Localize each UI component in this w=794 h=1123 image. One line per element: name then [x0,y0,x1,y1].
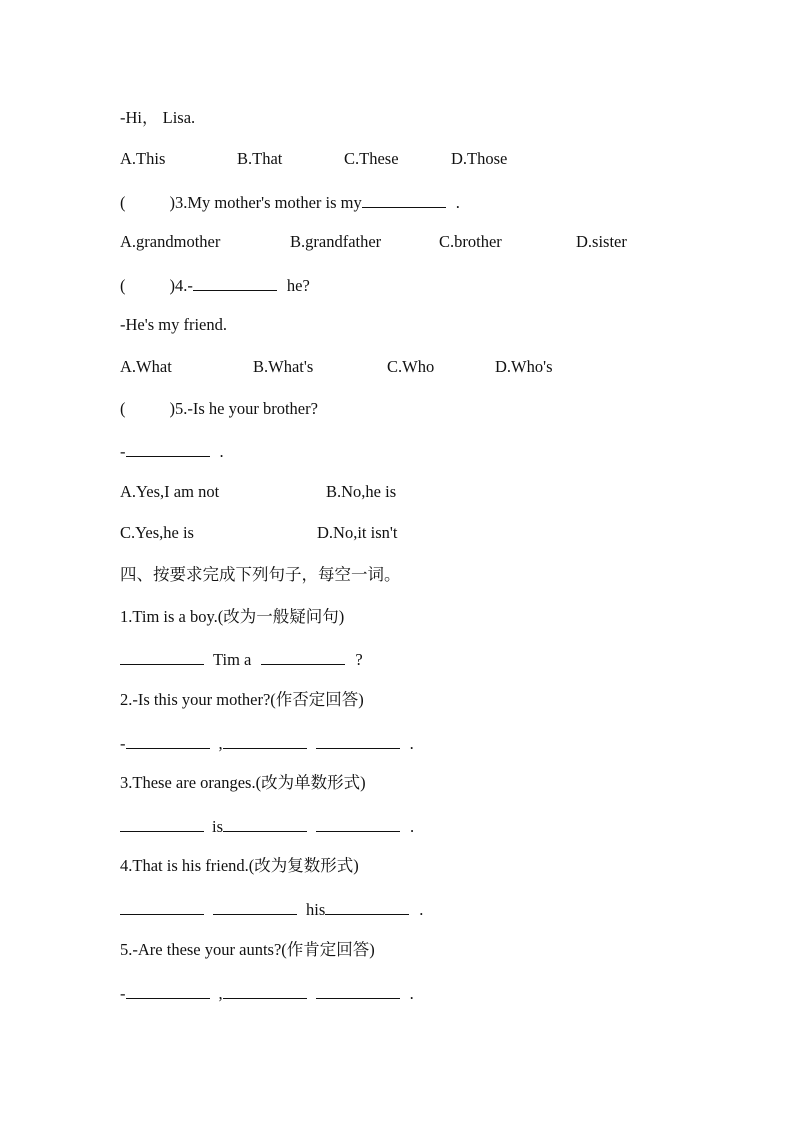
q5-options-row2 [120,521,680,545]
section-4-heading: 四、按要求完成下列句子，每空一词。 [120,565,401,584]
option-c: C.Yes,he is [120,523,194,542]
q5-answer-blank-line [120,438,224,462]
q3-options [120,230,680,254]
s3-blank-1[interactable] [120,813,204,832]
option-a: A.grandmother [120,232,221,251]
s2-dash: - [120,734,126,753]
q3-paren: ( [120,193,126,212]
s4-item-1-answer [120,646,363,670]
q5-text: )5.-Is he your brother? [169,399,318,418]
s5-comma: , [218,984,223,1003]
q4-text: )4.- [169,276,193,295]
q2-answer-line: -Hi， Lisa. [120,108,196,127]
s5-dash: - [120,984,126,1003]
option-b: B.No,he is [326,482,397,501]
s4-item-3-prompt: 3.These are oranges.(改为单数形式) [120,773,366,792]
q4-blank[interactable] [193,272,277,291]
s4-item-4-prompt: 4.That is his friend.(改为复数形式) [120,856,359,875]
option-b: B.grandfather [290,232,382,251]
s1-blank-1[interactable] [120,646,204,665]
q3-blank[interactable] [362,189,446,208]
s3-blank-2[interactable] [223,813,307,832]
q3-text: )3.My mother's mother is my [169,193,362,212]
s1-end: ? [355,650,363,669]
q5-paren: ( [120,399,126,418]
option-c: C.brother [439,232,502,251]
s4-item-5-prompt: 5.-Are these your aunts?(作肯定回答) [120,940,375,959]
s4-item-1-prompt: 1.Tim is a boy.(改为一般疑问句) [120,607,345,626]
s2-blank-2[interactable] [223,730,307,749]
q2-options [120,147,680,171]
s2-end: . [409,734,414,753]
question-4 [120,272,310,296]
s4-end: . [419,900,424,919]
s4-blank-2[interactable] [213,896,297,915]
option-d: D.Who's [495,357,553,376]
s4-blank-3[interactable] [325,896,409,915]
s4-his: his [306,900,326,919]
option-c: C.Who [387,357,435,376]
option-c: C.These [344,149,399,168]
option-a: A.This [120,149,166,168]
option-d: D.No,it isn't [317,523,398,542]
s4-item-3-answer [120,813,414,837]
s2-blank-1[interactable] [126,730,210,749]
s3-end: . [410,817,415,836]
s5-end: . [409,984,414,1003]
question-5 [120,397,318,421]
s4-item-2-answer [120,730,414,754]
s3-blank-3[interactable] [316,813,400,832]
s2-blank-3[interactable] [316,730,400,749]
s1-mid: Tim a [213,650,252,669]
s4-item-2-prompt: 2.-Is this your mother?(作否定回答) [120,690,364,709]
s5-blank-2[interactable] [223,980,307,999]
option-a: A.What [120,357,172,376]
s3-is: is [212,817,224,836]
q4-answer-line: -He's my friend. [120,315,227,334]
s4-item-5-answer [120,980,414,1004]
option-d: D.sister [576,232,627,251]
q4-options [120,355,680,379]
q4-paren: ( [120,276,126,295]
q5-options-row1 [120,480,680,504]
q3-end: . [455,193,460,212]
question-3 [120,189,460,213]
option-b: B.What's [253,357,314,376]
q4-end: he? [286,276,310,295]
option-b: B.That [237,149,283,168]
q5-dash: - [120,442,126,461]
s4-item-4-answer [120,896,423,920]
q5-end: . [219,442,224,461]
option-d: D.Those [451,149,508,168]
s5-blank-3[interactable] [316,980,400,999]
s4-blank-1[interactable] [120,896,204,915]
s1-blank-2[interactable] [261,646,345,665]
s5-blank-1[interactable] [126,980,210,999]
q5-blank[interactable] [126,438,210,457]
option-a: A.Yes,I am not [120,482,220,501]
s2-comma: , [218,734,223,753]
